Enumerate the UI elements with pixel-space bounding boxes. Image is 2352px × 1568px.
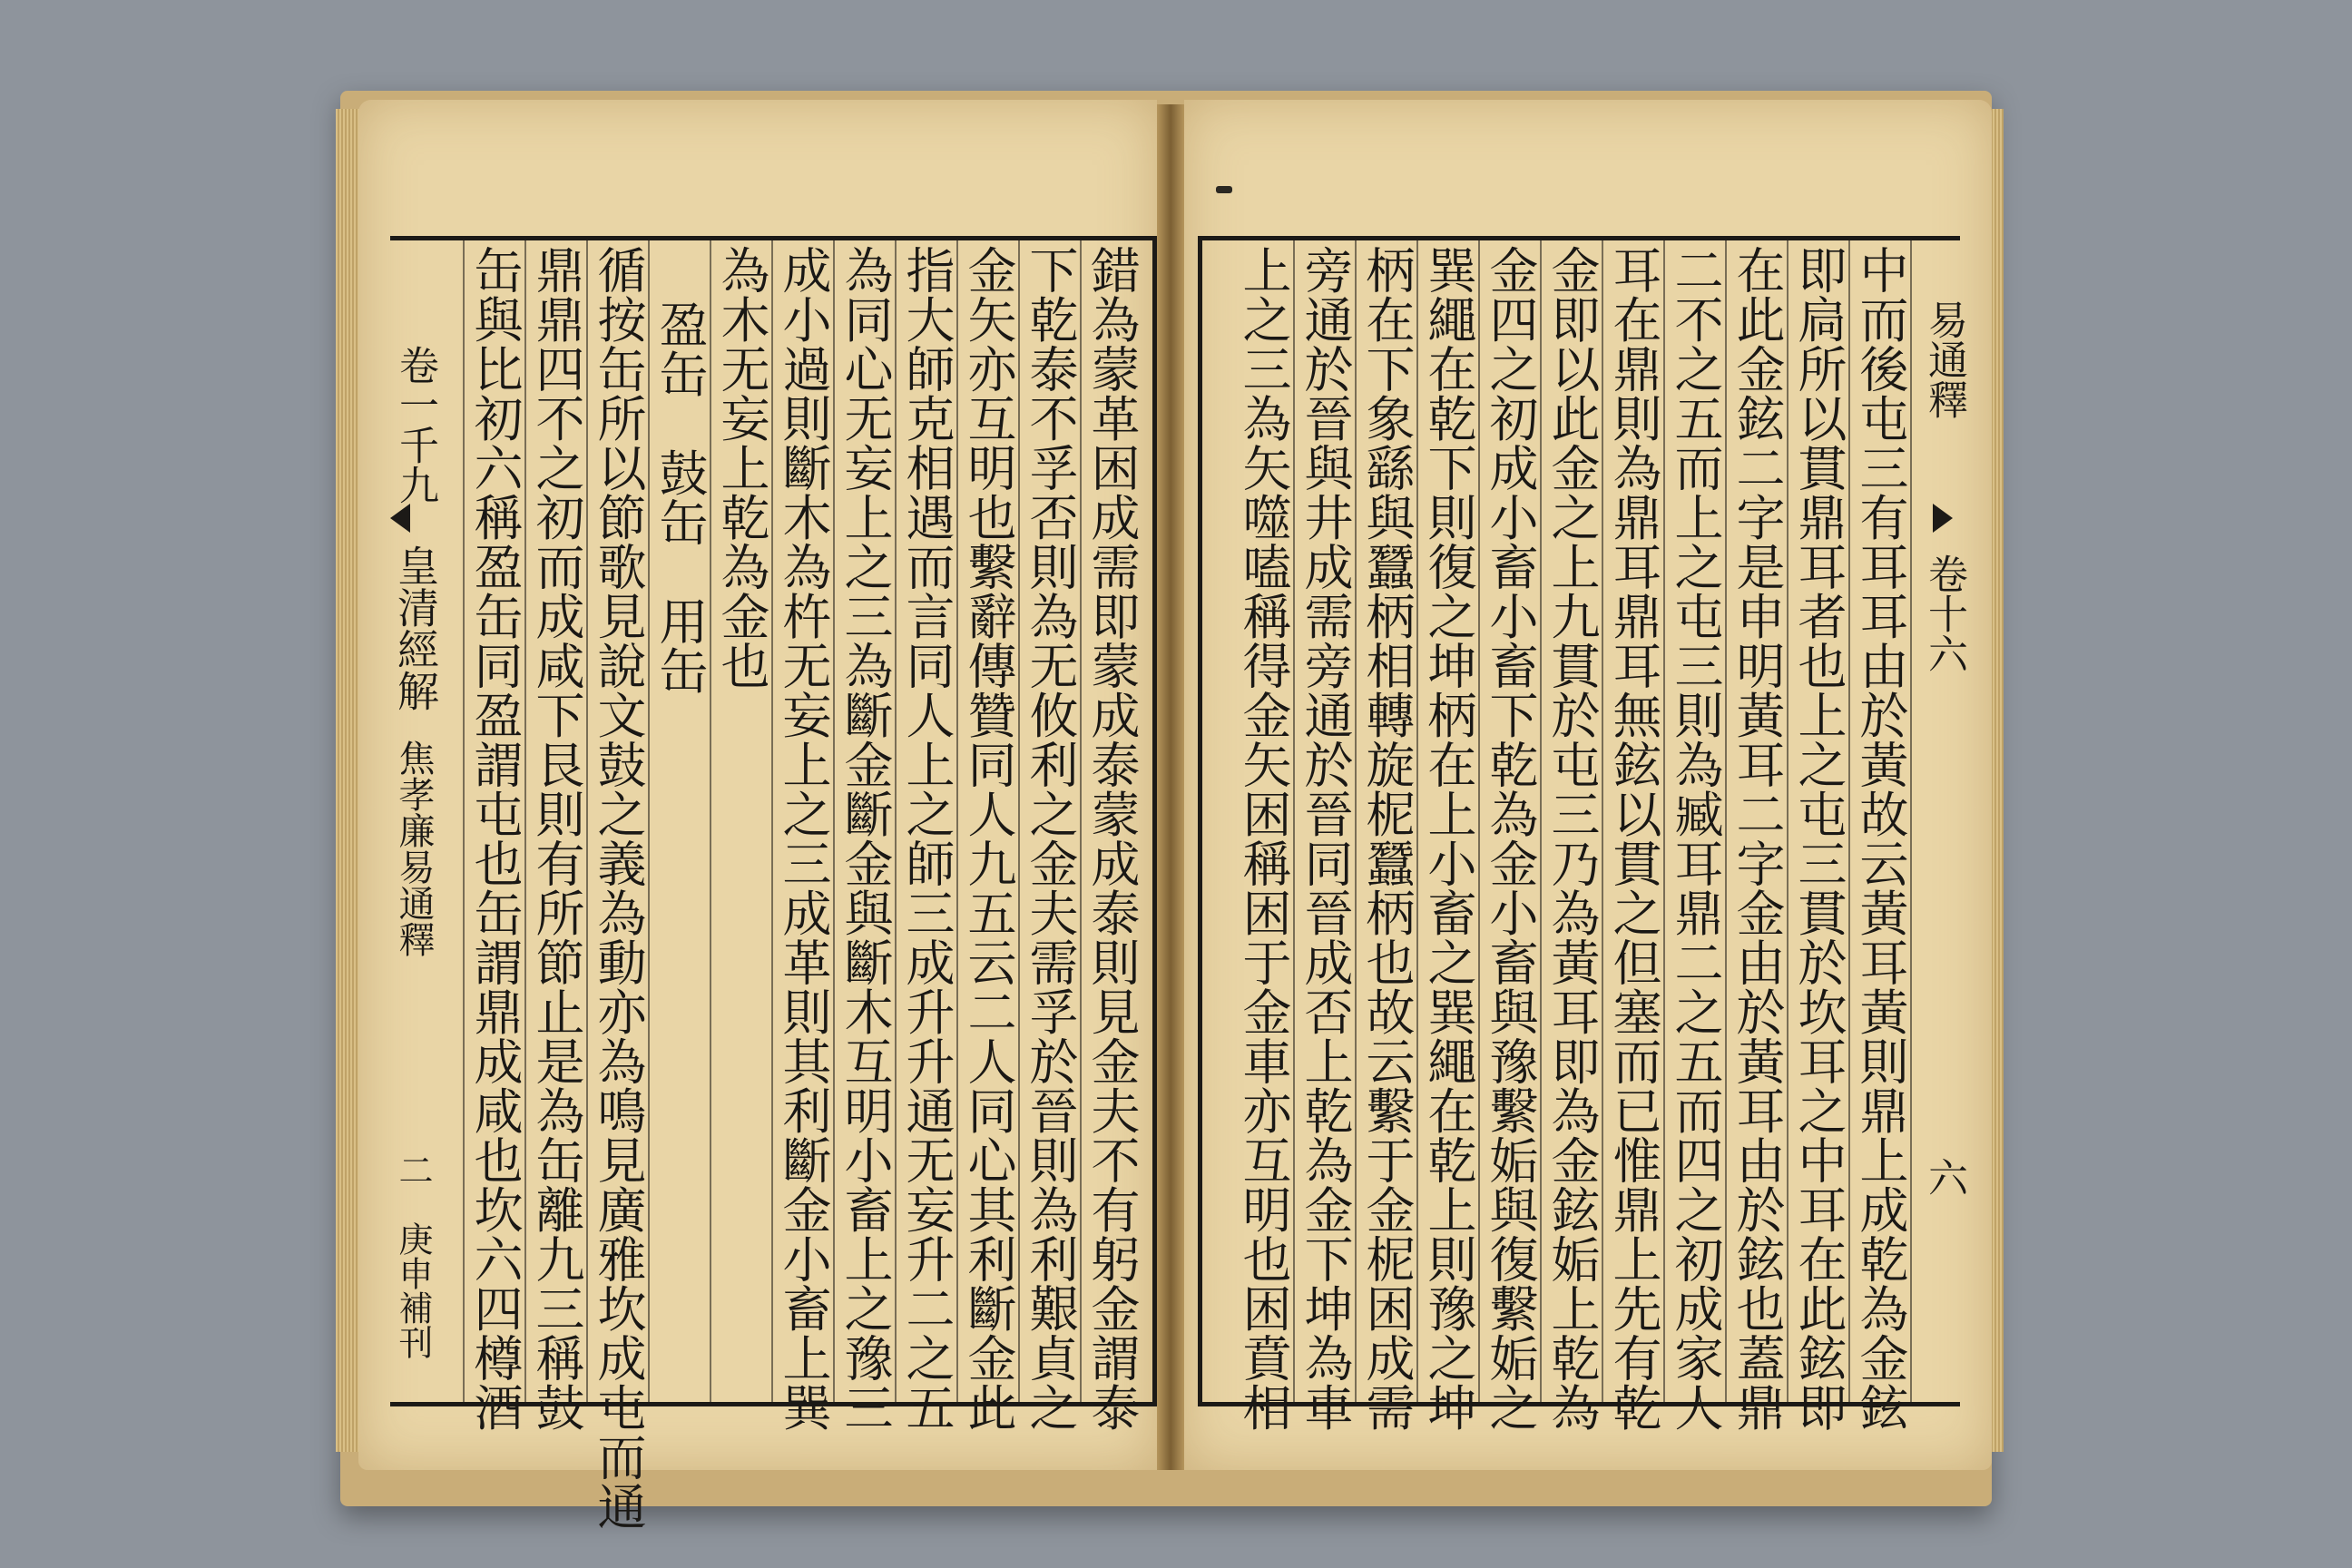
left-column-9: 循按缶所以節歌見說文鼓之義為動亦為鳴見廣雅坎成屯而通 bbox=[590, 245, 647, 1531]
column-rule bbox=[1910, 240, 1912, 1402]
right-margin-title: 易通釋 bbox=[1921, 299, 1967, 419]
right-column-6: 金即以此金之上九貫於屯三乃為黃耳即為金鉉姤上乾為 bbox=[1544, 245, 1601, 1432]
column-rule bbox=[1080, 240, 1082, 1402]
left-column-7: 為木无妄上乾為金也 bbox=[713, 245, 770, 691]
right-column-7: 金四之初成小畜小畜下乾為金小畜與豫繫姤與復繫姤之 bbox=[1482, 245, 1539, 1432]
left-column-10: 鼎鼎四不之初而成咸下艮則有所節止是為缶離九三稱鼓 bbox=[528, 245, 585, 1432]
left-column-4: 指大師克相遇而言同人上之師三成升升通无妄升二之五 bbox=[898, 245, 956, 1432]
left-column-8: 盈缶 鼓缶 用缶 bbox=[652, 299, 709, 695]
column-rule bbox=[771, 240, 773, 1402]
column-rule bbox=[524, 240, 526, 1402]
column-rule bbox=[1602, 240, 1603, 1402]
left-column-6: 成小過則斷木為杵无妄上之三成革則其利斷金小畜上巽 bbox=[775, 245, 832, 1432]
column-rule bbox=[1787, 240, 1788, 1402]
right-column-5: 耳在鼎則為鼎耳鼎耳無鉉以貫之但塞而已惟鼎上先有乾 bbox=[1605, 245, 1662, 1432]
left-column-1: 錯為蒙革困成需即蒙成泰蒙成泰則見金夫不有躬金謂泰 bbox=[1083, 245, 1141, 1432]
left-column-3: 金矢亦互明也繫辭傳贊同人九五云二人同心其利斷金此 bbox=[960, 245, 1017, 1432]
column-rule bbox=[1848, 240, 1850, 1402]
fish-tail-mark-right bbox=[1933, 504, 1953, 533]
column-rule bbox=[1478, 240, 1480, 1402]
column-rule bbox=[956, 240, 958, 1402]
column-rule bbox=[1725, 240, 1727, 1402]
right-margin-volume: 卷十六 bbox=[1921, 554, 1967, 673]
column-rule bbox=[586, 240, 588, 1402]
column-rule bbox=[1293, 240, 1295, 1402]
column-rule bbox=[648, 240, 650, 1402]
left-column-5: 為同心无妄上之三為斷金斷金與斷木互明小畜上之豫三 bbox=[837, 245, 894, 1432]
left-column-2: 下乾泰不孚否則為无攸利之金夫需孚於晉則為利艱貞之 bbox=[1022, 245, 1079, 1432]
column-rule bbox=[1355, 240, 1357, 1402]
book-gutter bbox=[1157, 104, 1184, 1470]
column-rule bbox=[1663, 240, 1665, 1402]
right-column-11: 上之三為矢噬嗑稱得金矢困稱困于金車亦互明也困賁相 bbox=[1235, 245, 1292, 1432]
left-margin-title: 皇清經解 bbox=[391, 544, 440, 711]
right-column-8: 巽繩在乾下則復之坤柄在上小畜之巽繩在乾上則豫之坤 bbox=[1420, 245, 1477, 1432]
right-column-10: 旁通於晉與井成需旁通於晉同晉成否上乾為金下坤為車 bbox=[1297, 245, 1354, 1432]
column-rule bbox=[895, 240, 897, 1402]
left-margin-book: 焦孝廉易通釋 bbox=[393, 740, 435, 957]
column-rule bbox=[1540, 240, 1542, 1402]
column-rule bbox=[463, 240, 465, 1402]
left-margin-volume: 卷一千九 bbox=[392, 345, 438, 505]
column-rule bbox=[833, 240, 835, 1402]
column-rule bbox=[1416, 240, 1418, 1402]
right-column-1: 中而後屯三有耳耳由於黃故云黃耳黃則鼎上成乾為金鉉 bbox=[1852, 245, 1909, 1432]
right-column-2: 即扃所以貫鼎耳者也上之屯三貫於坎耳之中耳在此鉉即 bbox=[1790, 245, 1847, 1432]
right-margin-page-number: 六 bbox=[1921, 1157, 1967, 1197]
column-rule bbox=[1018, 240, 1020, 1402]
left-column-11: 缶與比初六稱盈缶同盈謂屯也缶謂鼎成咸也坎六四樽酒 bbox=[466, 245, 524, 1432]
fish-tail-mark bbox=[390, 504, 410, 533]
column-rule bbox=[710, 240, 711, 1402]
right-column-9: 柄在下象繇與蠶柄相轉旋柅蠶柄也故云繫于金柅困成需 bbox=[1358, 245, 1416, 1432]
right-column-3: 在此金鉉二字是申明黃耳二字金由於黃耳由於鉉也蓋鼎 bbox=[1729, 245, 1786, 1432]
right-column-4: 二不之五而上之屯三則為臧耳鼎二之五而四之初成家人 bbox=[1667, 245, 1724, 1432]
left-margin-colophon: 二 庚申補刊 bbox=[393, 1152, 433, 1359]
ink-spot bbox=[1216, 186, 1232, 193]
left-page-edge bbox=[336, 109, 361, 1452]
